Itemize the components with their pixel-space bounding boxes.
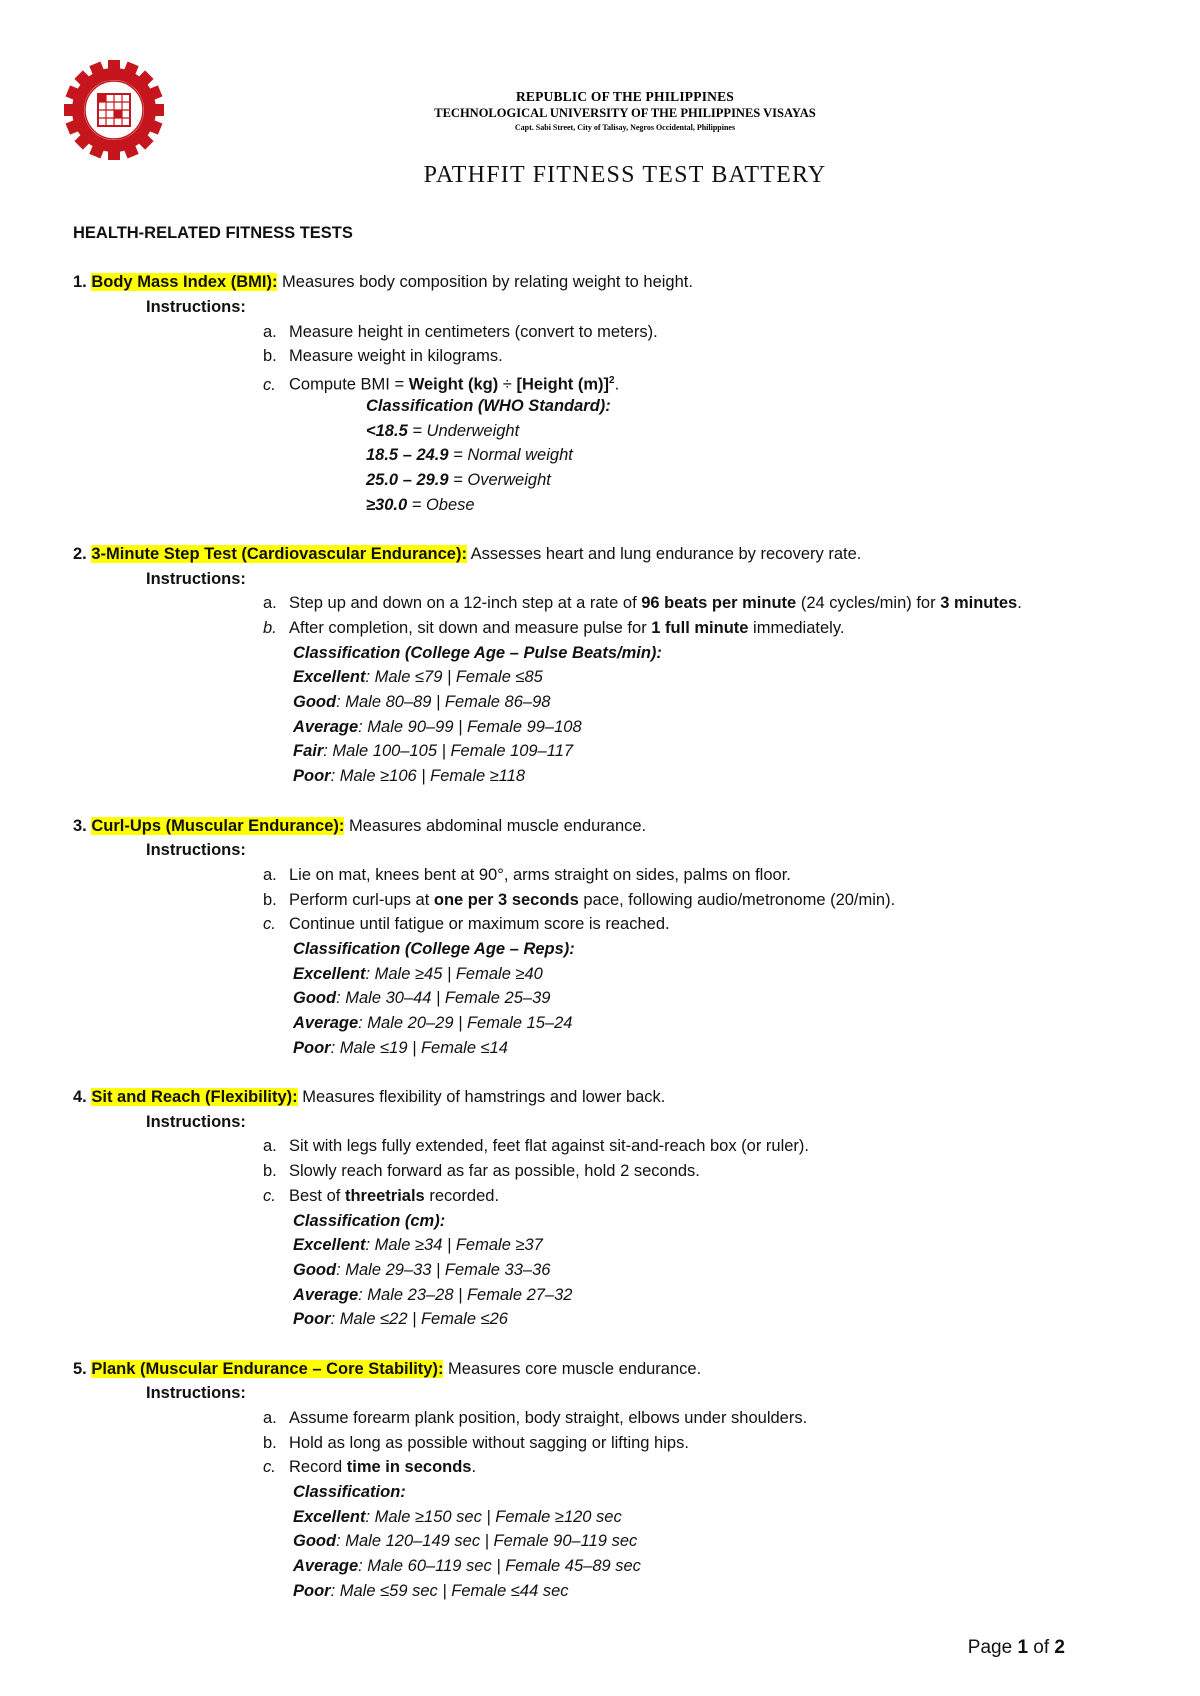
- test-description: Measures body composition by relating weight to height.: [277, 273, 693, 292]
- classification-title: Classification (cm):: [293, 1211, 446, 1230]
- test-description: Measures abdominal muscle endurance.: [344, 816, 647, 835]
- list-item: c. Compute BMI = Weight (kg) ÷ [Height (m)]$^2$.: [263, 375, 620, 394]
- test-number: 1.: [73, 273, 87, 292]
- university-address: Capt. Sabi Street, City of Talisay, Negros Occidental, Philippines: [514, 123, 736, 132]
- classification-title: Classification:: [293, 1483, 406, 1502]
- list-item: c. Best of threetrials recorded.: [263, 1186, 500, 1205]
- classification-row: 18.5 – 24.9 = Normal weight: [366, 446, 573, 465]
- test-heading-curl-ups: [73, 814, 1133, 839]
- classification-row: Excellent: Male ≥150 sec | Female ≥120 sec: [293, 1507, 622, 1526]
- classification-row: Average: Male 23–28 | Female 27–32: [293, 1285, 573, 1304]
- test-heading-sit-and-reach: [73, 1085, 1133, 1110]
- page-number: Page 1 of 2: [967, 1637, 1065, 1658]
- classification-row: <18.5 = Underweight: [366, 421, 520, 440]
- test-description: Assesses heart and lung endurance by recovery rate.: [466, 544, 862, 563]
- test-name-highlight: Body Mass Index (BMI):: [91, 273, 278, 292]
- list-item: a. Sit with legs fully extended, feet flat against sit-and-reach box (or ruler).: [263, 1137, 809, 1156]
- list-item: a. Lie on mat, knees bent at 90°, arms straight on sides, palms on floor.: [263, 865, 791, 884]
- classification-row: Good: Male 120–149 sec | Female 90–119 sec: [293, 1532, 638, 1551]
- university-seal-logo: [64, 60, 164, 160]
- classification-row: Fair: Male 100–105 | Female 109–117: [293, 742, 574, 761]
- list-item: a. Assume forearm plank position, body straight, elbows under shoulders.: [263, 1409, 808, 1427]
- test-number: 2.: [73, 544, 87, 563]
- test-name-highlight: Sit and Reach (Flexibility):: [91, 1088, 298, 1107]
- classification-row: Poor: Male ≥106 | Female ≥118: [293, 767, 526, 786]
- instructions-label: Instructions:: [146, 1384, 246, 1403]
- classification-title: Classification (College Age – Reps):: [293, 939, 575, 958]
- classification-row: Good: Male 80–89 | Female 86–98: [293, 693, 551, 712]
- classification-row: Poor: Male ≤19 | Female ≤14: [293, 1038, 508, 1057]
- instructions-label: Instructions:: [146, 1112, 246, 1131]
- university-name: TECHNOLOGICAL UNIVERSITY OF THE PHILIPPINES VISAYAS: [434, 106, 816, 120]
- list-item: a. Step up and down on a 12-inch step at a rate of 96 beats per minute (24 cycles/min) for 3 minutes.: [263, 594, 1022, 613]
- instructions-label: Instructions:: [146, 569, 246, 588]
- test-number: 4.: [73, 1088, 87, 1107]
- classification-row: Good: Male 30–44 | Female 25–39: [293, 989, 551, 1008]
- document-body: [73, 221, 1133, 1604]
- classification-row: Good: Male 29–33 | Female 33–36: [293, 1260, 551, 1279]
- test-number: 5.: [73, 1359, 87, 1378]
- section-heading: HEALTH-RELATED FITNESS TESTS: [73, 224, 353, 242]
- list-item: b. Measure weight in kilograms.: [263, 347, 503, 366]
- letterhead: [300, 88, 950, 134]
- test-heading-plank: [73, 1357, 1133, 1382]
- classification-row: Average: Male 20–29 | Female 15–24: [293, 1014, 573, 1032]
- test-name-highlight: Plank (Muscular Endurance – Core Stability):: [91, 1359, 444, 1378]
- instructions-label: Instructions:: [146, 841, 246, 860]
- test-heading-step: [73, 542, 1133, 567]
- classification-row: Excellent: Male ≤79 | Female ≤85: [293, 668, 543, 687]
- test-name-highlight: 3-Minute Step Test (Cardiovascular Endurance):: [91, 544, 467, 563]
- classification-row: Excellent: Male ≥45 | Female ≥40: [293, 964, 543, 983]
- list-item: b. Hold as long as possible without sagging or lifting hips.: [263, 1433, 689, 1452]
- list-item: b. Perform curl-ups at one per 3 seconds pace, following audio/metronome (20/min).: [263, 890, 896, 909]
- test-name-highlight: Curl-Ups (Muscular Endurance):: [91, 816, 345, 835]
- republic-line: REPUBLIC OF THE PHILIPPINES: [515, 89, 735, 104]
- list-item: b. Slowly reach forward as far as possible, hold 2 seconds.: [263, 1162, 700, 1181]
- list-item: c. Record time in seconds.: [263, 1458, 477, 1477]
- list-item: a. Measure height in centimeters (convert to meters).: [263, 322, 658, 341]
- instructions-label: Instructions:: [146, 298, 246, 317]
- document-title: PATHFIT FITNESS TEST BATTERY: [423, 162, 827, 188]
- classification-row: Excellent: Male ≥34 | Female ≥37: [293, 1236, 543, 1255]
- list-item: c. Continue until fatigue or maximum score is reached.: [263, 915, 670, 934]
- test-heading-bmi: [73, 270, 1133, 295]
- classification-row: ≥30.0 = Obese: [366, 495, 475, 514]
- test-number: 3.: [73, 816, 87, 835]
- test-description: Measures core muscle endurance.: [443, 1359, 702, 1378]
- classification-title: Classification (College Age – Pulse Beats/min):: [293, 643, 662, 662]
- list-item: b. After completion, sit down and measure pulse for 1 full minute immediately.: [263, 619, 845, 637]
- classification-row: Average: Male 60–119 sec | Female 45–89 sec: [293, 1557, 641, 1576]
- classification-row: Poor: Male ≤22 | Female ≤26: [293, 1310, 508, 1329]
- classification-row: Poor: Male ≤59 sec | Female ≤44 sec: [293, 1581, 569, 1600]
- classification-row: Average: Male 90–99 | Female 99–108: [293, 717, 582, 736]
- test-description: Measures flexibility of hamstrings and lower back.: [297, 1088, 666, 1107]
- classification-row: 25.0 – 29.9 = Overweight: [366, 470, 551, 489]
- classification-title: Classification (WHO Standard):: [366, 396, 611, 415]
